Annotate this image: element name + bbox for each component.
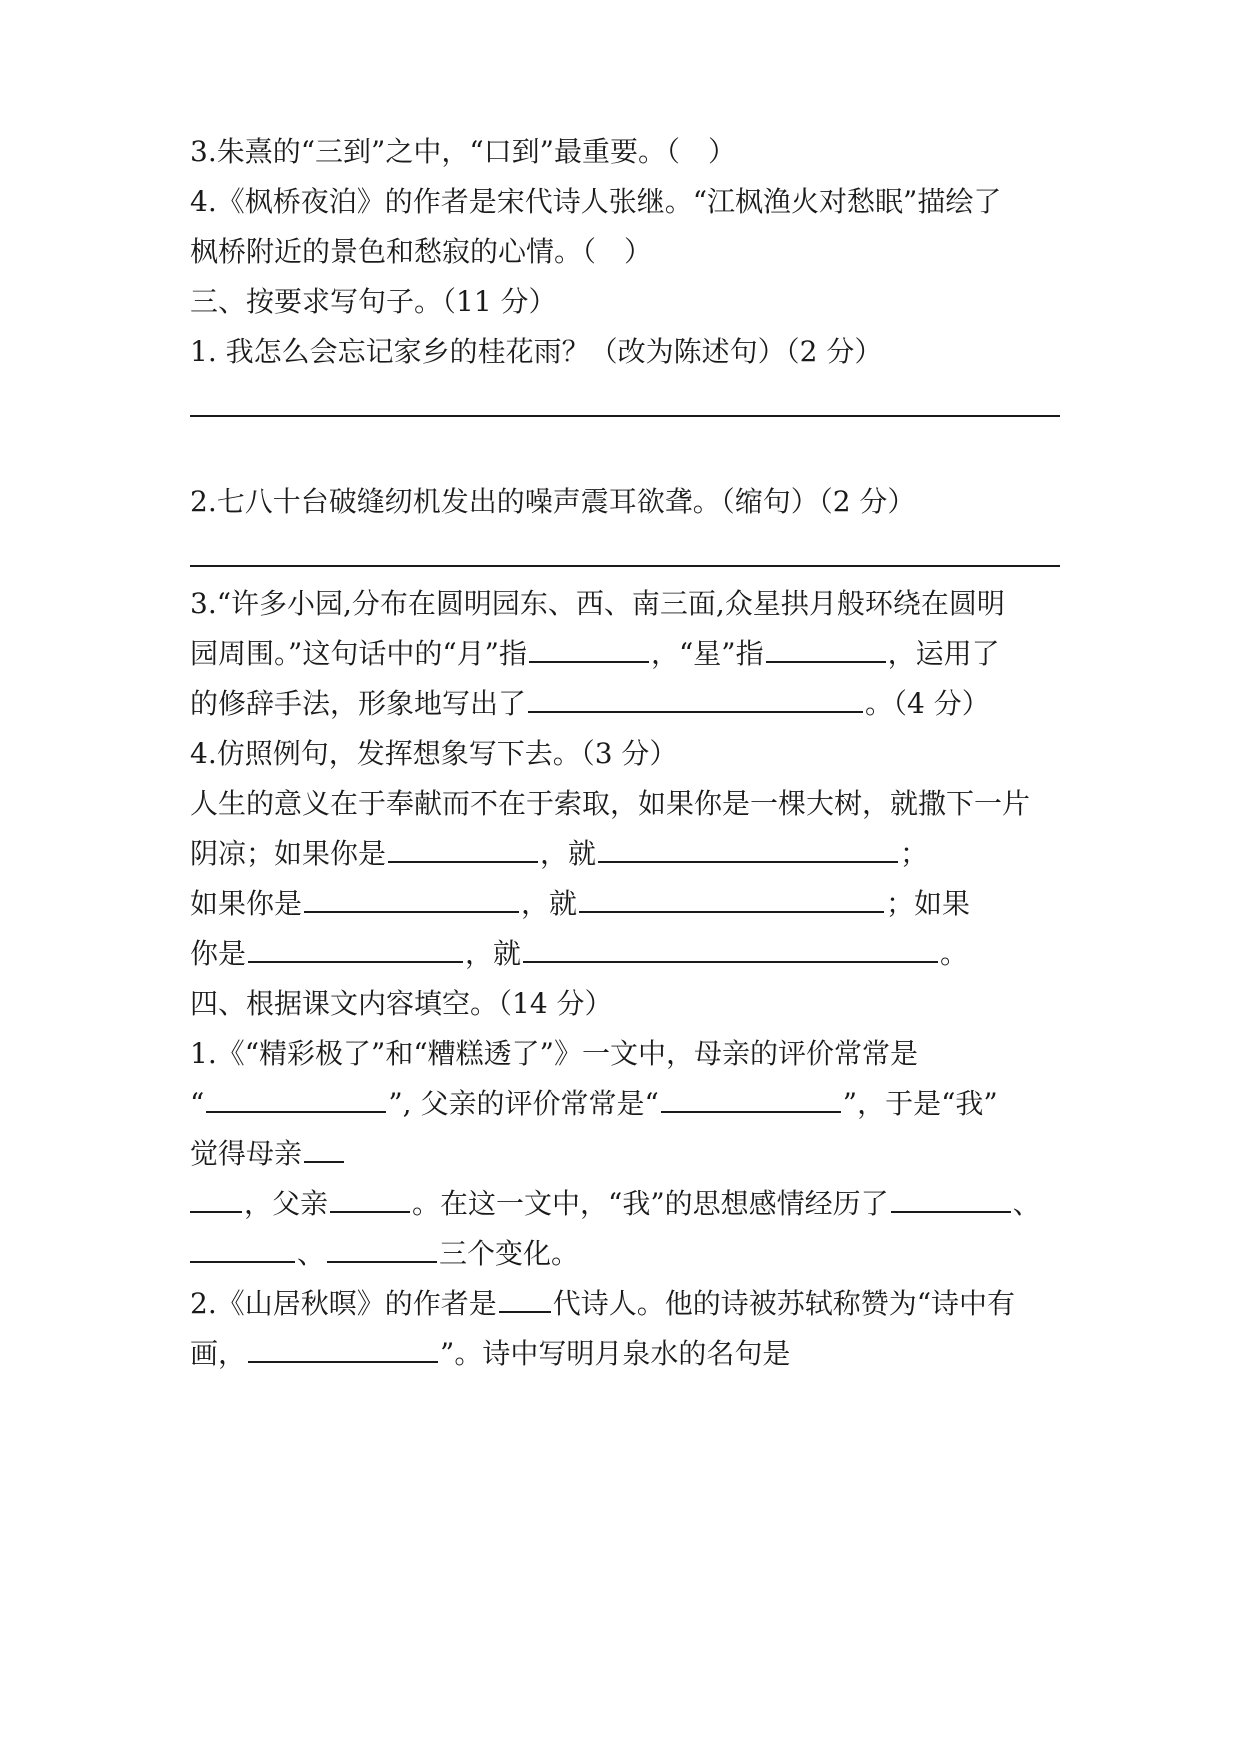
- s4-question-1-line1: 1.《“精彩极了”和“糟糕透了”》一文中，母亲的评价常常是: [190, 1037, 918, 1070]
- blank-if-you-are-3[interactable]: [248, 935, 463, 963]
- text-segment: 代诗人。他的诗被苏轼称赞为“诗中有: [552, 1287, 1016, 1320]
- blank-mother-feel-a[interactable]: [304, 1135, 344, 1163]
- text-segment: ；: [900, 837, 929, 870]
- text-segment: ，就: [521, 887, 578, 920]
- text-segment: ，父亲: [244, 1187, 329, 1220]
- s3-question-1: 1. 我怎么会忘记家乡的桂花雨？（改为陈述句）（2 分）: [190, 335, 883, 368]
- text-segment: 。: [940, 937, 969, 970]
- blank-father-comment[interactable]: [661, 1085, 841, 1113]
- judge-item-4-line2: 枫桥附近的景色和愁寂的心情。（ ）: [190, 235, 653, 268]
- s3-q4-line2: [190, 835, 1060, 873]
- text-segment: “: [190, 1087, 205, 1120]
- blank-change-1[interactable]: [891, 1185, 1011, 1213]
- section-4-heading: 四、根据课文内容填空。（14 分）: [190, 987, 613, 1020]
- text-segment: ，运用了: [887, 637, 1000, 670]
- text-segment: ”，于是“我”: [842, 1087, 998, 1120]
- blank-change-3[interactable]: [327, 1235, 437, 1263]
- blank-if-you-are-2[interactable]: [304, 885, 519, 913]
- text-segment: 三个变化。: [439, 1237, 580, 1270]
- text-segment: ，“星”指: [650, 637, 764, 670]
- text-segment: 、: [1012, 1187, 1041, 1220]
- text-segment: ，就: [465, 937, 522, 970]
- text-segment: ”, 父亲的评价常常是“: [388, 1087, 659, 1120]
- text-segment: 。（4 分）: [865, 687, 990, 720]
- s3-q4-line3: [190, 885, 1060, 923]
- text-segment: ，就: [540, 837, 597, 870]
- s3-question-3-line1: 3.“许多小园,分布在圆明园东、西、南三面,众星拱月般环绕在圆明: [190, 587, 1005, 620]
- text-segment: 、: [297, 1237, 326, 1270]
- judge-item-4-line1: 4.《枫桥夜泊》的作者是宋代诗人张继。“江枫渔火对愁眠”描绘了: [190, 185, 1002, 218]
- s3-question-4: 4.仿照例句，发挥想象写下去。（3 分）: [190, 737, 678, 770]
- blank-mother-feel-b[interactable]: [190, 1185, 242, 1213]
- blank-stars[interactable]: [766, 635, 886, 663]
- judge-item-3: 3.朱熹的“三到”之中，“口到”最重要。（ ）: [190, 135, 736, 168]
- blank-su-shi-quote[interactable]: [248, 1335, 438, 1363]
- text-segment: 觉得母亲: [190, 1137, 303, 1170]
- blank-if-you-are-1[interactable]: [388, 835, 538, 863]
- s4-question-1-line3: [190, 1135, 1060, 1173]
- blank-moon[interactable]: [529, 635, 649, 663]
- text-segment: 2.《山居秋暝》的作者是: [190, 1287, 497, 1320]
- text-segment: 画，: [190, 1337, 247, 1370]
- s3-question-2: 2.七八十台破缝纫机发出的噪声震耳欲聋。（缩句）（2 分）: [190, 485, 916, 518]
- text-segment: 如果你是: [190, 887, 303, 920]
- text-segment: 。在这一文中，“我”的思想感情经历了: [412, 1187, 889, 1220]
- text-segment: ；如果: [886, 887, 971, 920]
- s3-q4-line4: [190, 935, 1060, 973]
- s4-question-1-line4: [190, 1185, 1060, 1223]
- s3-question-3-line3: [190, 685, 1060, 723]
- answer-line-s3-q2[interactable]: [190, 565, 1060, 567]
- s3-question-3-line2: [190, 635, 1060, 673]
- text-segment: 你是: [190, 937, 247, 970]
- blank-change-2[interactable]: [190, 1235, 295, 1263]
- s4-question-1-line2: [190, 1085, 1060, 1123]
- blank-then-3[interactable]: [523, 935, 938, 963]
- blank-mother-comment[interactable]: [206, 1085, 386, 1113]
- s4-question-2-line1: [190, 1285, 1060, 1323]
- text-segment: ”。诗中写明月泉水的名句是: [440, 1337, 791, 1370]
- s4-question-2-line2: [190, 1335, 1060, 1373]
- blank-father-feel[interactable]: [330, 1185, 410, 1213]
- answer-line-s3-q1[interactable]: [190, 415, 1060, 417]
- blank-dynasty[interactable]: [499, 1285, 551, 1313]
- section-3-heading: 三、按要求写句子。（11 分）: [190, 285, 557, 318]
- s3-q4-example: 人生的意义在于奉献而不在于索取，如果你是一棵大树，就撒下一片: [190, 787, 1031, 820]
- blank-depicts[interactable]: [528, 685, 863, 713]
- text-segment: 园周围。”这句话中的“月”指: [190, 637, 527, 670]
- s4-question-1-line5: [190, 1235, 1060, 1273]
- text-segment: 阴凉；如果你是: [190, 837, 387, 870]
- blank-then-2[interactable]: [579, 885, 884, 913]
- blank-then-1[interactable]: [598, 835, 898, 863]
- text-segment: 的修辞手法，形象地写出了: [190, 687, 527, 720]
